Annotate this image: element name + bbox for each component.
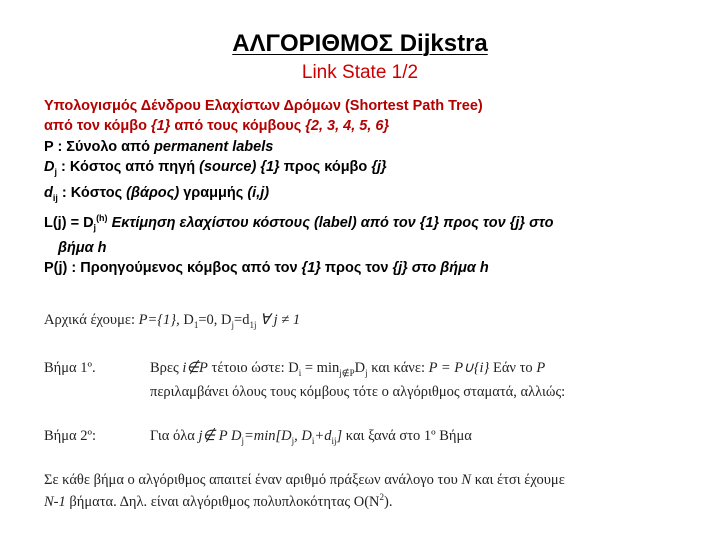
text-fragment: h [479,260,489,277]
text-fragment: ij [52,192,58,203]
text-fragment: ∀ j ≠ 1 [260,312,301,328]
footer-line-1 [44,472,565,489]
step1-line-1 [150,360,545,379]
text-fragment: και κάνε: [371,360,425,376]
text-fragment: Βρες [150,360,179,376]
text-fragment: Εκτίμηση ελαχίστου κόστους (label) από τον {1} προς τον {j} στο [107,214,554,231]
text-fragment: ij [331,435,337,446]
text-fragment: 1j [249,319,257,330]
text-fragment: βήματα. Δηλ. είναι αλγόριθμος πολυπλοκότητας O(N [69,493,380,510]
text-fragment: Προηγούμενος κόμβος από τον [76,260,302,277]
text-fragment: Εάν το [492,360,533,376]
text-fragment: D [354,360,366,376]
text-fragment: {j} [392,260,408,277]
definition-lj [44,208,684,238]
text-fragment: και έτσι έχουμε [474,472,565,488]
text-fragment: i [298,367,302,378]
text-fragment: {2, 3, 4, 5, 6} [305,118,390,135]
text-fragment: j∉P [339,367,355,378]
text-fragment: από τους κόμβους [170,118,306,135]
text-fragment: j [365,367,368,378]
text-fragment: προς κόμβο [279,159,372,176]
text-fragment: Για όλα [150,428,195,444]
step1-label: Βήμα 1º. [44,360,96,376]
slide-subtitle: Link State 1/2 [301,62,419,83]
text-fragment: i∉P [182,360,208,376]
text-fragment: =min[D [244,428,292,444]
text-fragment: d [44,184,53,201]
text-fragment: (source) {1} [199,159,280,176]
slide-title-text: ΑΛΓΟΡΙΘΜΟΣ Dijkstra [232,30,488,57]
text-fragment: Σύνολο από [62,138,155,155]
definition-pj [44,258,684,278]
text-fragment: (βάρος) [126,184,180,201]
definition-dij [44,183,684,208]
step1-line-2: περιλαμβάνει όλους τους κόμβους τότε ο αλγόριθμος σταματά, αλλιώς: [150,384,566,400]
init-line [44,312,300,330]
text-fragment: , D [294,428,312,444]
text-fragment: γραμμής [179,184,248,201]
text-fragment: ] [336,428,343,444]
text-fragment: Σε κάθε βήμα ο αλγόριθμος απαιτεί έναν αριθμό πράξεων ανάλογο του [44,472,458,488]
text-fragment: j [291,435,295,446]
definition-line-1: Υπολογισμός Δένδρου Ελαχίστων Δρόμων (Shortest Path Tree) [44,98,483,114]
text-fragment: = min [301,360,340,376]
text-fragment: {j} [371,159,387,176]
text-fragment: P = P∪{i} [428,360,490,376]
text-fragment: Αρχικά έχουμε: [44,312,135,328]
definition-line-2 [44,116,684,136]
step2-line [150,428,472,446]
text-fragment: D [221,312,232,328]
text-fragment: στο βήμα [407,260,480,277]
text-fragment: 2 [379,492,385,502]
definition-dj [44,157,684,182]
footer-line-2 [44,492,393,511]
text-fragment: ). [384,493,393,510]
text-fragment: βήμα h [58,239,107,256]
text-fragment: P(j) : [44,260,77,277]
text-fragment: j∉ P D [198,428,242,444]
text-fragment: (i,j) [247,184,270,201]
text-fragment: +d [314,428,332,444]
text-fragment: j [54,167,57,178]
text-fragment: =d [234,312,250,328]
text-fragment: j [241,435,244,446]
text-fragment: D [44,159,55,176]
text-fragment: : Κόστος [57,184,127,201]
text-fragment: P : [44,138,63,155]
text-fragment: L(j) = D [44,214,94,231]
text-fragment: D [183,312,194,328]
slide-title [0,30,720,58]
definition-lj-cont [44,238,684,258]
definitions-block [44,96,684,279]
step2-label: Βήμα 2º: [44,428,97,444]
text-fragment: P={1}, [138,312,180,328]
text-fragment: N-1 [44,493,66,510]
text-fragment: (h) [96,212,108,223]
text-fragment: τέτοιο ώστε: [211,360,285,376]
text-fragment: N [461,472,472,488]
definition-p [44,137,684,157]
text-fragment: {1} [301,260,321,277]
text-fragment: προς τον [320,260,393,277]
text-fragment: i [311,435,315,446]
text-fragment: =0, [198,312,218,328]
text-fragment: permanent labels [154,138,274,155]
text-fragment: από τον κόμβο [44,118,151,135]
text-fragment: και ξανά στο 1º Βήμα [345,428,472,444]
text-fragment: D [288,360,299,376]
text-fragment: {1} [151,118,171,135]
text-fragment: P [536,360,546,376]
text-fragment: j [231,319,235,330]
text-fragment: 1 [193,319,199,330]
text-fragment: j [93,222,97,233]
text-fragment: : Κόστος από πηγή [57,159,200,176]
